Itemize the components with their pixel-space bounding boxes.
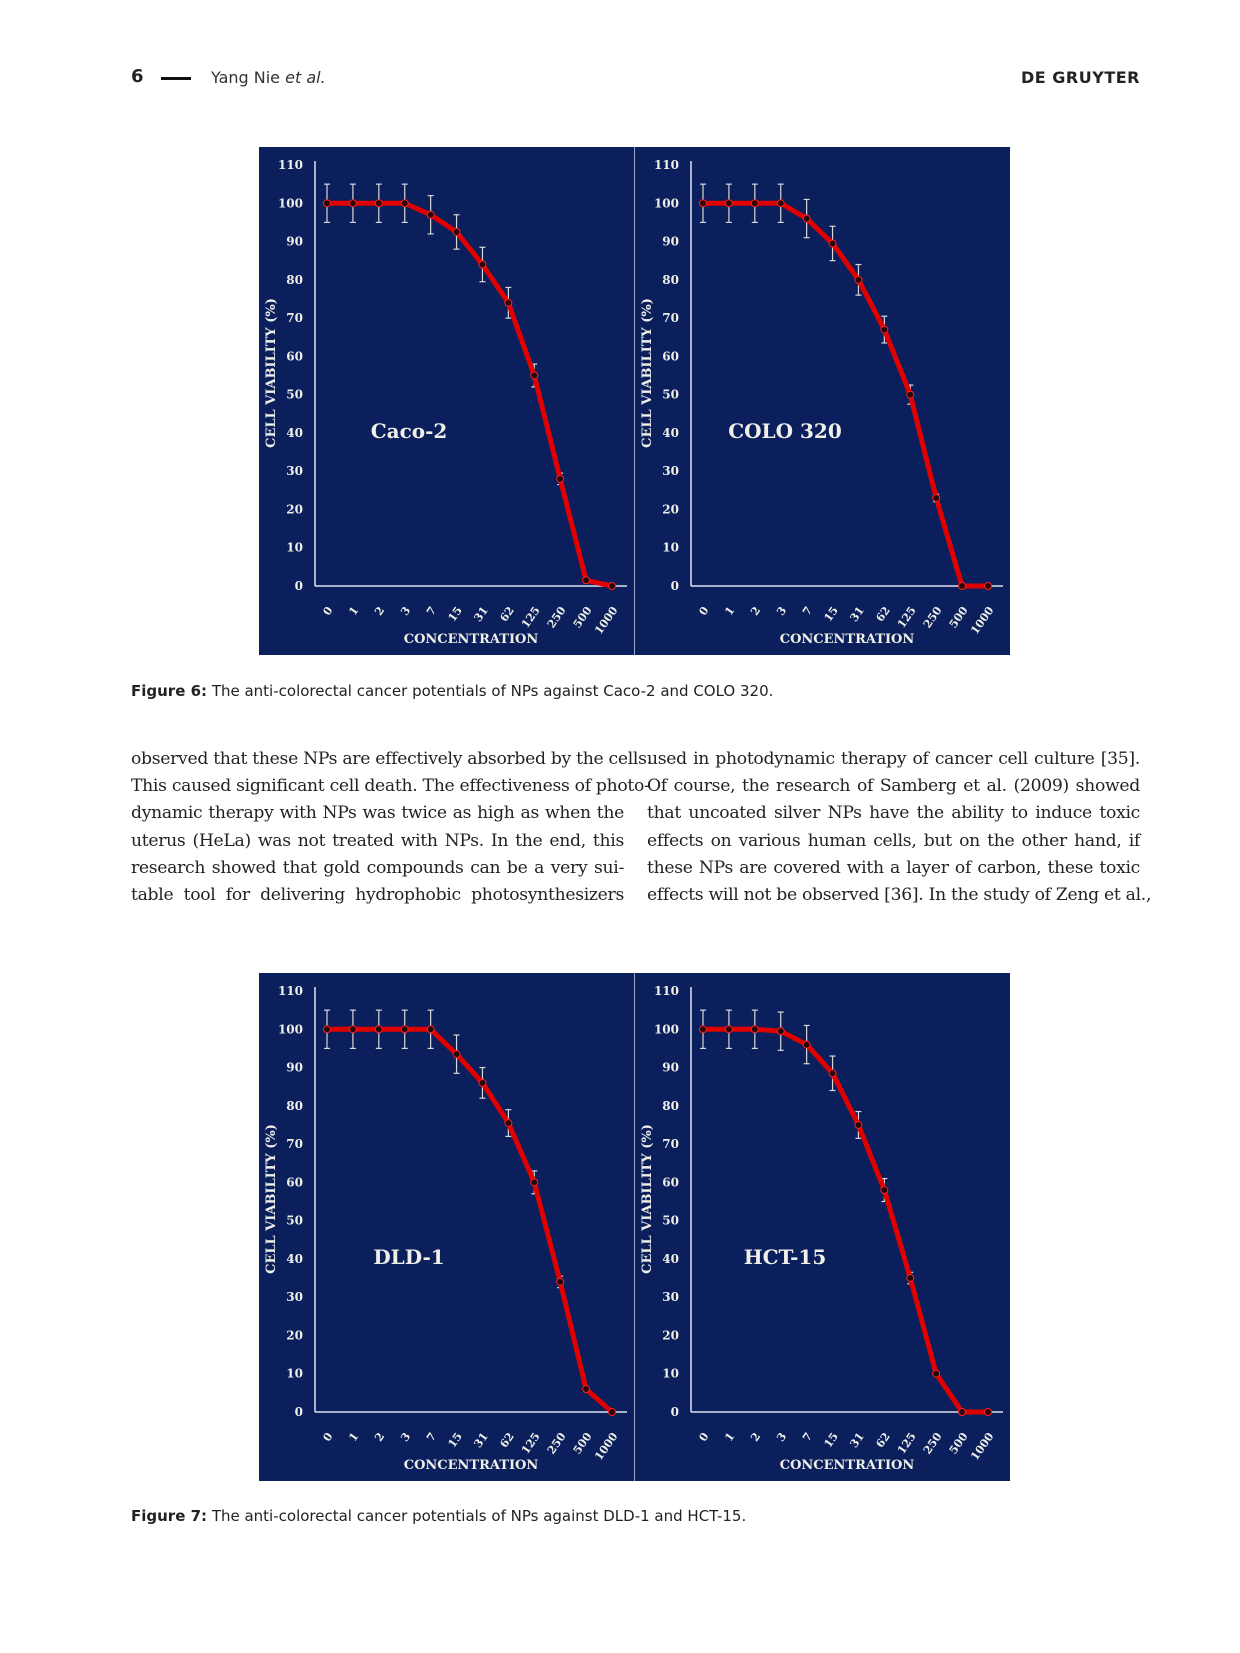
x-tick-label: 2 [372,1430,388,1444]
data-point [829,1070,836,1077]
chart-colo320 [634,147,1010,655]
x-tick-label: 3 [398,1430,414,1444]
x-tick-label: 1000 [968,604,997,637]
chart-svg [635,973,1010,1481]
data-point [375,200,382,207]
y-tick-label: 20 [286,502,303,517]
figure-6 [259,147,1010,655]
publisher: DE GRUYTER [1021,68,1140,87]
text-line: used in photodynamic therapy of cancer cell culture [35]. [647,749,1140,769]
x-tick-label: 31 [471,604,491,625]
text-line: observed that these NPs are effectively absorbed by the cells. [131,749,652,769]
text-line: Of course, the research of Samberg et al. (2009) showed [647,776,1140,797]
author-suffix: et al. [285,68,326,87]
data-point [907,391,914,398]
data-point [453,228,460,235]
y-axis-title: CELL VIABILITY (%) [264,1124,279,1274]
x-tick-label: 500 [946,604,971,631]
data-point [933,1370,940,1377]
x-tick-label: 3 [774,604,790,618]
data-point [777,200,784,207]
data-point [479,1079,486,1086]
x-tick-label: 62 [873,604,893,625]
header-dash [161,77,191,80]
x-tick-label: 31 [847,1430,867,1451]
y-tick-label: 100 [277,196,303,211]
x-tick-label: 62 [497,1430,517,1451]
text-line: effects on various human cells, but on the other hand, if [647,830,1140,851]
data-point [855,276,862,283]
y-tick-label: 60 [286,1175,303,1190]
x-tick-label: 15 [821,1430,842,1451]
text-line: table tool for delivering hydrophobic photosynthesizers [131,885,624,906]
x-tick-label: 15 [821,604,842,625]
x-tick-label: 1 [722,1430,738,1444]
x-tick-label: 250 [544,1430,569,1457]
x-tick-label: 2 [372,604,388,618]
x-tick-label: 1000 [592,1430,621,1463]
data-point [453,1051,460,1058]
y-tick-label: 0 [294,1405,303,1419]
data-point [609,1409,616,1416]
y-tick-label: 70 [662,311,679,326]
x-axis-title: CONCENTRATION [779,632,915,647]
y-tick-label: 60 [662,349,679,364]
y-tick-label: 70 [286,311,303,326]
data-point [751,200,758,207]
body-column-right [647,746,1152,909]
data-point [933,494,940,501]
y-tick-label: 40 [662,1251,679,1266]
x-tick-label: 7 [800,604,816,618]
data-point [583,577,590,584]
y-tick-label: 10 [286,540,303,555]
data-point [803,1041,810,1048]
x-tick-label: 7 [424,604,440,618]
y-tick-label: 70 [662,1137,679,1152]
figure-6-caption-text: The anti-colorectal cancer potentials of NPs against Caco-2 and COLO 320. [207,682,774,700]
data-point [557,1278,564,1285]
x-tick-label: 1000 [592,604,621,637]
y-tick-label: 50 [662,387,679,402]
y-tick-label: 60 [662,1175,679,1190]
data-point [324,1026,331,1033]
y-tick-label: 110 [653,984,679,998]
text-line: This caused significant cell death. The effectiveness of photo- [131,776,650,797]
figure-7-label: Figure 7: [131,1507,208,1525]
data-point [881,1187,888,1194]
y-tick-label: 30 [286,1290,303,1305]
text-line: effects will not be observed [36]. In the study of Zeng et al., [647,885,1152,906]
x-tick-label: 2 [748,1430,764,1444]
y-axis-title: CELL VIABILITY (%) [640,1124,655,1274]
chart-dld1 [259,973,634,1481]
data-point [700,200,707,207]
x-tick-label: 250 [544,604,569,631]
x-axis-title: CONCENTRATION [403,632,539,647]
body-column-left [131,746,652,909]
y-tick-label: 80 [662,272,679,287]
text-line: that uncoated silver NPs have the ability to induce toxic [647,803,1140,824]
page-number: 6 [131,66,144,87]
data-point [855,1121,862,1128]
x-tick-label: 0 [696,1430,712,1444]
series-line [327,203,612,586]
data-point [725,1026,732,1033]
x-tick-label: 31 [847,604,867,625]
data-point [479,261,486,268]
y-tick-label: 0 [670,579,679,593]
x-tick-label: 62 [497,604,517,625]
author [211,68,326,87]
data-point [324,200,331,207]
data-point [349,200,356,207]
data-point [609,583,616,590]
x-tick-label: 2 [748,604,764,618]
x-tick-label: 500 [570,1430,595,1457]
y-tick-label: 0 [294,579,303,593]
y-axis-title: CELL VIABILITY (%) [640,298,655,448]
x-tick-label: 0 [696,604,712,618]
figure-7-caption-text: The anti-colorectal cancer potentials of NPs against DLD-1 and HCT-15. [207,1507,747,1525]
x-tick-label: 125 [894,1430,919,1457]
data-point [777,1028,784,1035]
data-point [427,1026,434,1033]
series-line [327,1029,612,1412]
x-tick-label: 250 [920,1430,945,1457]
y-tick-label: 30 [286,464,303,479]
y-tick-label: 20 [286,1328,303,1343]
data-point [959,583,966,590]
chart-hct15 [634,973,1010,1481]
data-point [583,1386,590,1393]
x-tick-label: 3 [774,1430,790,1444]
data-point [907,1275,914,1282]
data-point [505,1120,512,1127]
x-axis-title: CONCENTRATION [779,1458,915,1473]
x-tick-label: 31 [471,1430,491,1451]
y-tick-label: 110 [277,158,303,172]
x-tick-label: 125 [894,604,919,631]
figure-6-label: Figure 6: [131,682,208,700]
y-tick-label: 10 [662,1366,679,1381]
data-point [557,475,564,482]
x-tick-label: 0 [320,1430,336,1444]
data-point [829,240,836,247]
data-point [505,299,512,306]
y-tick-label: 40 [286,425,303,440]
text-line: these NPs are covered with a layer of carbon, these toxic [647,857,1140,878]
author-name: Yang Nie [211,68,281,87]
figure-6-caption [131,682,773,700]
x-tick-label: 500 [570,604,595,631]
data-point [959,1409,966,1416]
figure-7-caption [131,1507,746,1525]
y-tick-label: 20 [662,502,679,517]
y-axis-title: CELL VIABILITY (%) [264,298,279,448]
chart-caco2 [259,147,634,655]
y-tick-label: 40 [286,1251,303,1266]
chart-svg [635,147,1010,655]
y-tick-label: 30 [662,464,679,479]
x-tick-label: 3 [398,604,414,618]
y-tick-label: 90 [662,1060,679,1075]
y-tick-label: 80 [662,1098,679,1113]
y-tick-label: 10 [662,540,679,555]
y-tick-label: 90 [286,234,303,249]
y-tick-label: 100 [653,196,679,211]
data-point [401,1026,408,1033]
cell-line-label: COLO 320 [728,419,842,443]
series-line [703,1029,988,1412]
data-point [985,583,992,590]
x-axis-title: CONCENTRATION [403,1458,539,1473]
y-tick-label: 50 [286,1213,303,1228]
text-line: dynamic therapy with NPs was twice as high as when the [131,803,624,824]
y-tick-label: 110 [653,158,679,172]
x-tick-label: 1 [722,604,738,618]
y-tick-label: 100 [277,1022,303,1037]
y-tick-label: 70 [286,1137,303,1152]
y-tick-label: 110 [277,984,303,998]
y-tick-label: 50 [286,387,303,402]
x-tick-label: 62 [873,1430,893,1451]
x-tick-label: 1000 [968,1430,997,1463]
data-point [751,1026,758,1033]
x-tick-label: 125 [518,604,543,631]
y-tick-label: 80 [286,272,303,287]
cell-line-label: Caco-2 [370,419,448,443]
x-tick-label: 15 [445,604,466,625]
x-tick-label: 250 [920,604,945,631]
y-tick-label: 100 [653,1022,679,1037]
x-tick-label: 15 [445,1430,466,1451]
data-point [349,1026,356,1033]
x-tick-label: 7 [424,1430,440,1444]
y-tick-label: 90 [662,234,679,249]
data-point [531,1179,538,1186]
data-point [531,372,538,379]
x-tick-label: 1 [346,1430,362,1444]
y-tick-label: 10 [286,1366,303,1381]
data-point [427,211,434,218]
data-point [803,215,810,222]
series-line [703,203,988,586]
y-tick-label: 20 [662,1328,679,1343]
cell-line-label: DLD-1 [373,1245,445,1269]
y-tick-label: 50 [662,1213,679,1228]
text-line: research showed that gold compounds can be a very sui- [131,857,624,878]
x-tick-label: 7 [800,1430,816,1444]
y-tick-label: 0 [670,1405,679,1419]
y-tick-label: 80 [286,1098,303,1113]
x-tick-label: 1 [346,604,362,618]
data-point [985,1409,992,1416]
x-tick-label: 500 [946,1430,971,1457]
data-point [401,200,408,207]
data-point [700,1026,707,1033]
x-tick-label: 0 [320,604,336,618]
x-tick-label: 125 [518,1430,543,1457]
chart-svg [259,147,634,655]
cell-line-label: HCT-15 [743,1245,827,1269]
data-point [725,200,732,207]
y-tick-label: 90 [286,1060,303,1075]
chart-svg [259,973,634,1481]
data-point [881,326,888,333]
data-point [375,1026,382,1033]
y-tick-label: 40 [662,425,679,440]
y-tick-label: 60 [286,349,303,364]
y-tick-label: 30 [662,1290,679,1305]
figure-7 [259,973,1010,1481]
text-line: uterus (HeLa) was not treated with NPs. In the end, this [131,830,624,851]
